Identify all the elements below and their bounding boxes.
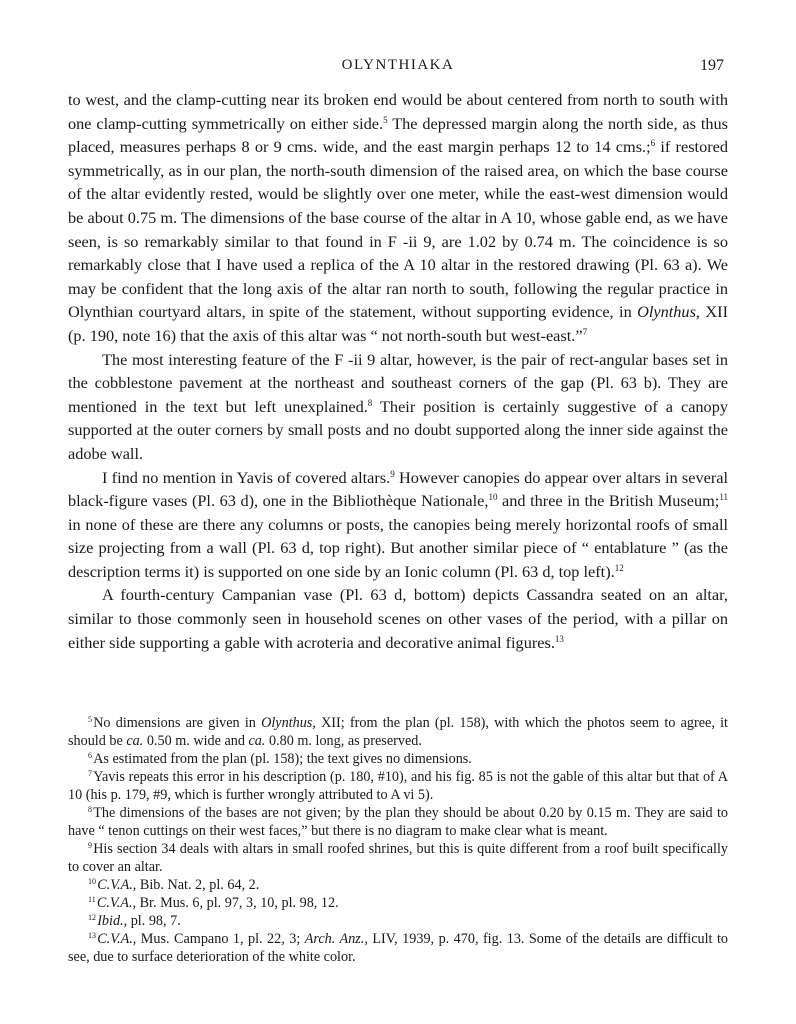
footnote-9: [68, 840, 728, 876]
footnote-ref-5: 5: [383, 114, 388, 125]
footnote-5: [68, 714, 728, 750]
text-run: I find no mention in Yavis of covered altars.: [102, 467, 391, 487]
text-run: and three in the British Museum;: [497, 491, 720, 511]
footnote-7: [68, 768, 728, 804]
paragraph-4: [68, 583, 728, 654]
footnote-number: 12: [88, 913, 96, 922]
text-run: However canopies do appear over altars in several black-figure vases (Pl. 63 d), one in the Bibliothèque Nationale,: [68, 467, 728, 511]
footnote-10: [68, 876, 728, 894]
text-run: Their position is certainly suggestive of a canopy supported at the outer corners by small posts and no doubt supported along the inner side against the adobe wall.: [68, 396, 728, 463]
italic-abbrev: C.V.A.,: [97, 877, 137, 893]
italic-title: Arch. Anz.,: [304, 931, 368, 947]
text-run: As estimated from the plan (pl. 158); the text gives no dimensions.: [93, 751, 472, 767]
text-run: The dimensions of the bases are not given; by the plan they should be about 0.20 by 0.15 m. They are said to have “ tenon cuttings on their west faces,” but there is no diagram to make clear what is meant.: [68, 805, 728, 839]
footnote-number: 6: [88, 751, 92, 760]
footnote-number: 9: [88, 841, 92, 850]
footnote-number: 13: [88, 931, 96, 940]
footnote-number: 5: [88, 715, 92, 724]
footnote-11: [68, 894, 728, 912]
footnote-8: [68, 804, 728, 840]
text-run: Br. Mus. 6, pl. 97, 3, 10, pl. 98, 12.: [136, 895, 339, 911]
text-run: LIV, 1939, p. 470, fig. 13. Some of the details are difficult to see, due to surface deterioration of the white color.: [68, 931, 728, 965]
italic-title: Olynthus,: [637, 302, 700, 322]
footnote-ref-9: 9: [390, 468, 395, 479]
text-run: A fourth-century Campanian vase (Pl. 63 d, bottom) depicts Cassandra seated on an altar, similar to those commonly seen in household scenes on other vases of the period, with a pillar on either side supporting a gable with acroteria and decorative animal figures.: [68, 585, 728, 652]
footnote-number: 10: [88, 877, 96, 886]
text-run: pl. 98, 7.: [127, 913, 181, 929]
italic-abbrev: Ibid.,: [97, 913, 128, 929]
footnote-number: 11: [88, 895, 96, 904]
text-run: XII (p. 190, note 16) that the axis of this altar was “ not north-south but west-east.”: [68, 302, 729, 345]
text-run: 0.80 m. long, as preserved.: [265, 733, 422, 749]
footnote-ref-12: 12: [614, 562, 624, 573]
text-run: in none of these are there any columns or posts, the canopies being merely horizontal roofs of small size projecting from a wall (Pl. 63 d, top right). But another similar piece of “ entablature ” (as the description terms it) is supported on one side by an Ionic column (Pl. 63 d, top left).: [68, 514, 728, 581]
footnote-ref-7: 7: [582, 326, 588, 337]
text-run: Yavis repeats this error in his description (p. 180, #10), and his fig. 85 is not the gable of this altar but that of A 10 (his p. 179, #9, which is further wrongly attributed to A vi 5).: [68, 769, 728, 803]
paragraph-1: [68, 88, 728, 348]
text-run: 0.50 m. wide and: [143, 733, 249, 749]
italic-abbrev: ca.: [248, 733, 266, 749]
footnote-ref-13: 13: [554, 633, 564, 644]
text-run: The most interesting feature of the F -ii 9 altar, however, is the pair of rect-angular bases set in the cobblestone pavement at the northeast and southeast corners of the gap (Pl. 63 b). They are mentioned in the text but left unexplained.: [68, 349, 728, 416]
italic-abbrev: C.V.A.,: [96, 895, 137, 911]
text-run: if restored symmetrically, as in our plan, the north-south dimension of the raised area, on which the base course of the altar evidently rested, would be slightly over one meter, while the east-west dimension would be about 0.75 m. The dimensions of the base course of the altar in A 10, whose gable end, as we have seen, is so remarkably similar to that found in F -ii 9, are 1.02 by 0.74 m. The coincidence is so remarkably close that I have used a replica of the A 10 altar in the restored drawing (Pl. 63 a). We may be confident that the long axis of the altar ran north to south, following the regular practice in Olynthian courtyard altars, in spite of the statement, without supporting evidence, in: [68, 137, 728, 322]
running-head: [68, 57, 728, 79]
footnote-number: 8: [88, 805, 92, 814]
footnote-6: [68, 750, 728, 768]
italic-abbrev: C.V.A.,: [97, 931, 137, 947]
text-run: His section 34 deals with altars in small roofed shrines, but this is quite different from a roof built specifically to cover an altar.: [68, 841, 728, 875]
text-run: XII; from the plan (pl. 158), with which the photos seem to agree, it should be: [68, 715, 728, 749]
running-title: OLYNTHIAKA: [341, 57, 455, 73]
footnote-ref-6: 6: [650, 138, 656, 149]
footnotes: [68, 714, 728, 966]
body-text: [68, 88, 728, 654]
italic-title: Olynthus,: [261, 715, 316, 731]
footnote-ref-11: 11: [719, 492, 728, 503]
italic-abbrev: ca.: [126, 733, 144, 749]
footnote-12: [68, 912, 728, 930]
footnote-ref-10: 10: [488, 492, 498, 503]
page-number: 197: [700, 57, 724, 74]
text-run: to west, and the clamp-cutting near its broken end would be about centered from north to south with one clamp-cutting symmetrically on either side.: [68, 90, 728, 133]
footnote-ref-8: 8: [367, 397, 373, 408]
text-run: Bib. Nat. 2, pl. 64, 2.: [136, 877, 260, 893]
text-run: The depressed margin along the north side, as thus placed, measures perhaps 8 or 9 cms. wide, and the east margin perhaps 12 to 14 cms.;: [68, 113, 728, 157]
text-run: No dimensions are given in: [93, 715, 262, 731]
footnote-number: 7: [88, 769, 92, 778]
text-run: Mus. Campano 1, pl. 22, 3;: [136, 931, 305, 947]
paragraph-3: [68, 466, 728, 584]
paragraph-2: [68, 348, 728, 466]
footnote-13: [68, 930, 728, 966]
